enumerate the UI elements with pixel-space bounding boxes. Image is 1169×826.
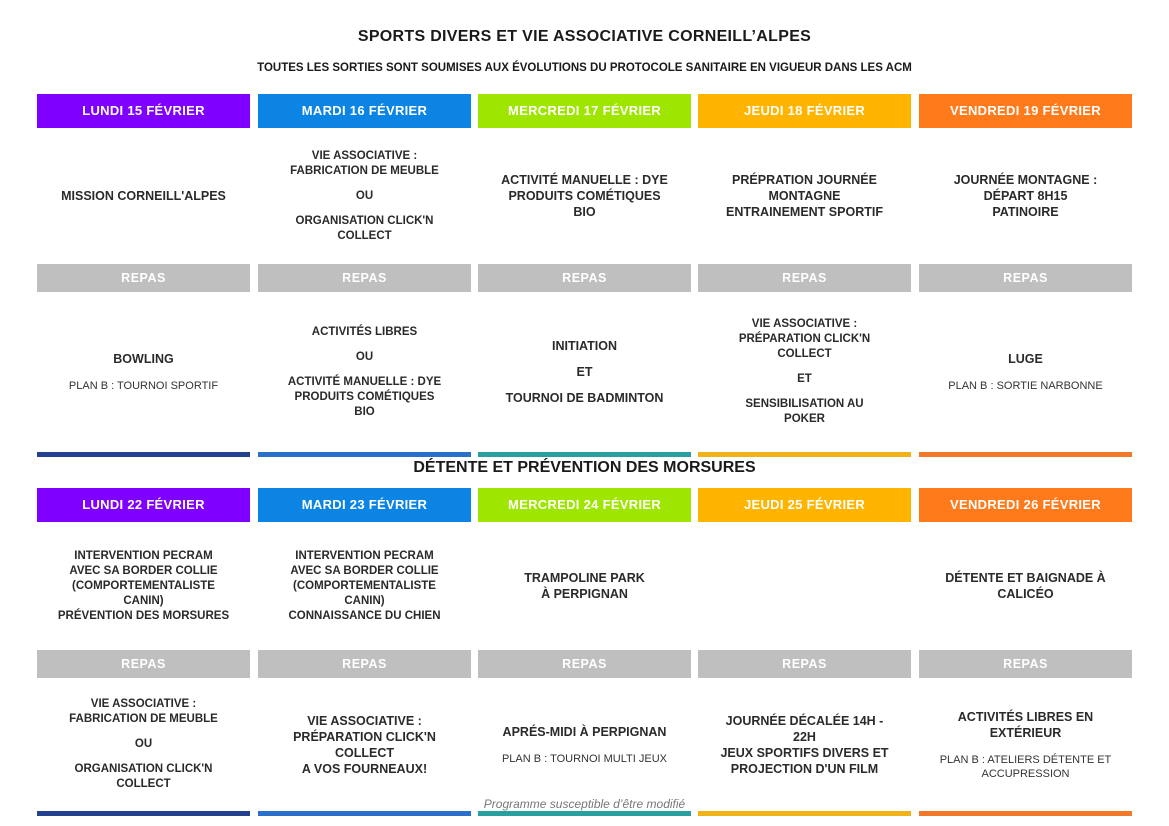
activity-text: BIO xyxy=(354,405,375,418)
section-title: DÉTENTE ET PRÉVENTION DES MORSURES xyxy=(413,459,756,476)
plan-b-text: PLAN B : ATELIERS DÉTENTE ET ACCUPRESSION xyxy=(939,753,1112,780)
activity-text: LUGE xyxy=(1008,352,1043,366)
day-column xyxy=(258,94,471,457)
activity-text: APRÉS-MIDI À PERPIGNAN xyxy=(502,724,667,739)
plan-b-text: PLAN B : TOURNOI MULTI JEUX xyxy=(501,752,668,765)
activity-text: CANIN) xyxy=(123,594,164,607)
repas-bar: REPAS xyxy=(37,650,250,678)
activity-text: CONNAISSANCE DU CHIEN xyxy=(288,609,441,622)
afternoon-slot xyxy=(478,292,691,452)
color-bar xyxy=(919,452,1132,457)
morning-slot xyxy=(258,522,471,650)
activity-text: ORGANISATION CLICK'N xyxy=(295,214,434,227)
activity-text: MONTAGNE xyxy=(768,189,841,203)
activity-text: PRÉPARATION CLICK'N xyxy=(738,333,871,345)
activity-text: À PERPIGNAN xyxy=(541,587,628,601)
activity-text: VIE ASSOCIATIVE : xyxy=(751,318,858,330)
activity-text: 22H xyxy=(793,729,816,744)
separator-text: OU xyxy=(134,738,153,750)
day-header: LUNDI 15 FÉVRIER xyxy=(37,94,250,128)
day-header: MERCREDI 17 FÉVRIER xyxy=(478,94,691,128)
morning-slot xyxy=(698,522,911,650)
activity-text: INTERVENTION PECRAM xyxy=(295,549,434,562)
activity-text: COLLECT xyxy=(334,745,395,760)
day-header: VENDREDI 19 FÉVRIER xyxy=(919,94,1132,128)
activity-text: POKER xyxy=(784,413,825,425)
day-header: LUNDI 22 FÉVRIER xyxy=(37,488,250,522)
activity-text: AVEC SA BORDER COLLIE xyxy=(69,564,218,577)
activity-text: FABRICATION DE MEUBLE xyxy=(69,713,218,725)
repas-bar: REPAS xyxy=(919,264,1132,292)
morning-slot xyxy=(698,128,911,264)
separator-text: OU xyxy=(355,350,374,363)
afternoon-slot xyxy=(478,678,691,811)
day-header: MARDI 23 FÉVRIER xyxy=(258,488,471,522)
repas-bar: REPAS xyxy=(698,650,911,678)
plan-b-text: PLAN B : SORTIE NARBONNE xyxy=(948,380,1103,392)
day-column xyxy=(37,94,250,457)
repas-bar: REPAS xyxy=(258,650,471,678)
color-bar xyxy=(698,811,911,816)
activity-text: CALICÉO xyxy=(997,587,1054,601)
activity-text: TOURNOI DE BADMINTON xyxy=(505,391,664,405)
color-bar xyxy=(478,811,691,816)
color-bar xyxy=(37,811,250,816)
activity-text: JOURNÉE DÉCALÉE 14H - xyxy=(725,713,884,728)
activity-text: ACTIVITÉS LIBRES xyxy=(311,325,418,338)
activity-text: (COMPORTEMENTALISTE xyxy=(293,579,436,592)
activity-text: PRODUITS COMÉTIQUES xyxy=(508,189,661,203)
activity-text: A VOS FOURNEAUX! xyxy=(301,761,428,776)
morning-slot xyxy=(919,128,1132,264)
color-bar xyxy=(258,452,471,457)
activity-text: FABRICATION DE MEUBLE xyxy=(290,164,439,177)
repas-bar: REPAS xyxy=(919,650,1132,678)
repas-bar: REPAS xyxy=(37,264,250,292)
activity-text: ACTIVITÉ MANUELLE : DYE xyxy=(501,173,668,187)
activity-text: JOURNÉE MONTAGNE : xyxy=(953,173,1098,187)
afternoon-slot xyxy=(698,292,911,452)
activity-text: (COMPORTEMENTALISTE xyxy=(72,579,215,592)
morning-slot xyxy=(37,522,250,650)
color-bar xyxy=(919,811,1132,816)
page-subtitle: TOUTES LES SORTIES SONT SOUMISES AUX ÉVOLUTIONS DU PROTOCOLE SANITAIRE EN VIGUEUR DANS LES ACM xyxy=(257,62,912,74)
day-column xyxy=(478,94,691,457)
day-column xyxy=(478,488,691,816)
activity-text: DÉPART 8H15 xyxy=(983,189,1068,203)
afternoon-slot xyxy=(919,678,1132,811)
activity-text: SENSIBILISATION AU xyxy=(745,398,864,410)
activity-text: ENTRAINEMENT SPORTIF xyxy=(726,205,883,219)
plan-b-text: PLAN B : TOURNOI SPORTIF xyxy=(68,380,219,392)
morning-slot xyxy=(258,128,471,264)
activity-text: PRÉPARATION CLICK'N xyxy=(293,729,436,744)
color-bar xyxy=(478,452,691,457)
repas-bar: REPAS xyxy=(478,264,691,292)
day-column xyxy=(258,488,471,816)
day-header: JEUDI 18 FÉVRIER xyxy=(698,94,911,128)
repas-bar: REPAS xyxy=(698,264,911,292)
morning-slot xyxy=(478,522,691,650)
afternoon-slot xyxy=(698,678,911,811)
afternoon-slot xyxy=(919,292,1132,452)
activity-text: PATINOIRE xyxy=(992,205,1059,219)
repas-bar: REPAS xyxy=(478,650,691,678)
separator-text: ET xyxy=(797,373,812,385)
day-column xyxy=(698,488,911,816)
page-title: SPORTS DIVERS ET VIE ASSOCIATIVE CORNEILL’ALPES xyxy=(357,28,812,45)
morning-slot xyxy=(37,128,250,264)
activity-text: COLLECT xyxy=(116,778,171,790)
day-column xyxy=(698,94,911,457)
activity-text: VIE ASSOCIATIVE : xyxy=(307,713,422,728)
afternoon-slot xyxy=(258,678,471,811)
separator-text: ET xyxy=(576,365,593,379)
activity-text: COLLECT xyxy=(337,229,392,242)
activity-text: BOWLING xyxy=(113,352,174,366)
morning-slot xyxy=(919,522,1132,650)
activity-text: PRÉPRATION JOURNÉE xyxy=(732,173,877,187)
day-column xyxy=(919,488,1132,816)
activity-text: PRÉVENTION DES MORSURES xyxy=(57,609,230,622)
activity-text: VIE ASSOCIATIVE : xyxy=(90,698,197,710)
afternoon-slot xyxy=(37,292,250,452)
color-bar xyxy=(258,811,471,816)
activity-text: INITIATION xyxy=(551,339,618,353)
footer-note: Programme susceptible d’être modifié xyxy=(483,797,686,811)
activity-text: EXTÉRIEUR xyxy=(989,725,1062,740)
color-bar xyxy=(698,452,911,457)
activity-text: PRODUITS COMÉTIQUES xyxy=(294,390,435,403)
activity-text: COLLECT xyxy=(777,348,832,360)
activity-text: CANIN) xyxy=(344,594,385,607)
activity-text: PROJECTION D'UN FILM xyxy=(730,761,879,776)
day-header: MARDI 16 FÉVRIER xyxy=(258,94,471,128)
separator-text: OU xyxy=(355,189,374,202)
day-column xyxy=(919,94,1132,457)
activity-text: ORGANISATION CLICK'N xyxy=(74,763,213,775)
activity-text: MISSION CORNEILL'ALPES xyxy=(61,189,226,203)
activity-text: VIE ASSOCIATIVE : xyxy=(311,149,418,162)
activity-text: ACTIVITÉS LIBRES EN xyxy=(957,709,1094,724)
day-header: VENDREDI 26 FÉVRIER xyxy=(919,488,1132,522)
day-header: MERCREDI 24 FÉVRIER xyxy=(478,488,691,522)
activity-text: DÉTENTE ET BAIGNADE À xyxy=(945,571,1106,585)
activity-text: AVEC SA BORDER COLLIE xyxy=(290,564,439,577)
activity-text: JEUX SPORTIFS DIVERS ET xyxy=(720,745,889,760)
morning-slot xyxy=(478,128,691,264)
day-column xyxy=(37,488,250,816)
activity-text: TRAMPOLINE PARK xyxy=(524,571,645,585)
afternoon-slot xyxy=(37,678,250,811)
activity-text: ACTIVITÉ MANUELLE : DYE xyxy=(287,375,442,388)
activity-text: INTERVENTION PECRAM xyxy=(74,549,213,562)
color-bar xyxy=(37,452,250,457)
activity-text: BIO xyxy=(573,205,596,219)
afternoon-slot xyxy=(258,292,471,452)
day-header: JEUDI 25 FÉVRIER xyxy=(698,488,911,522)
repas-bar: REPAS xyxy=(258,264,471,292)
